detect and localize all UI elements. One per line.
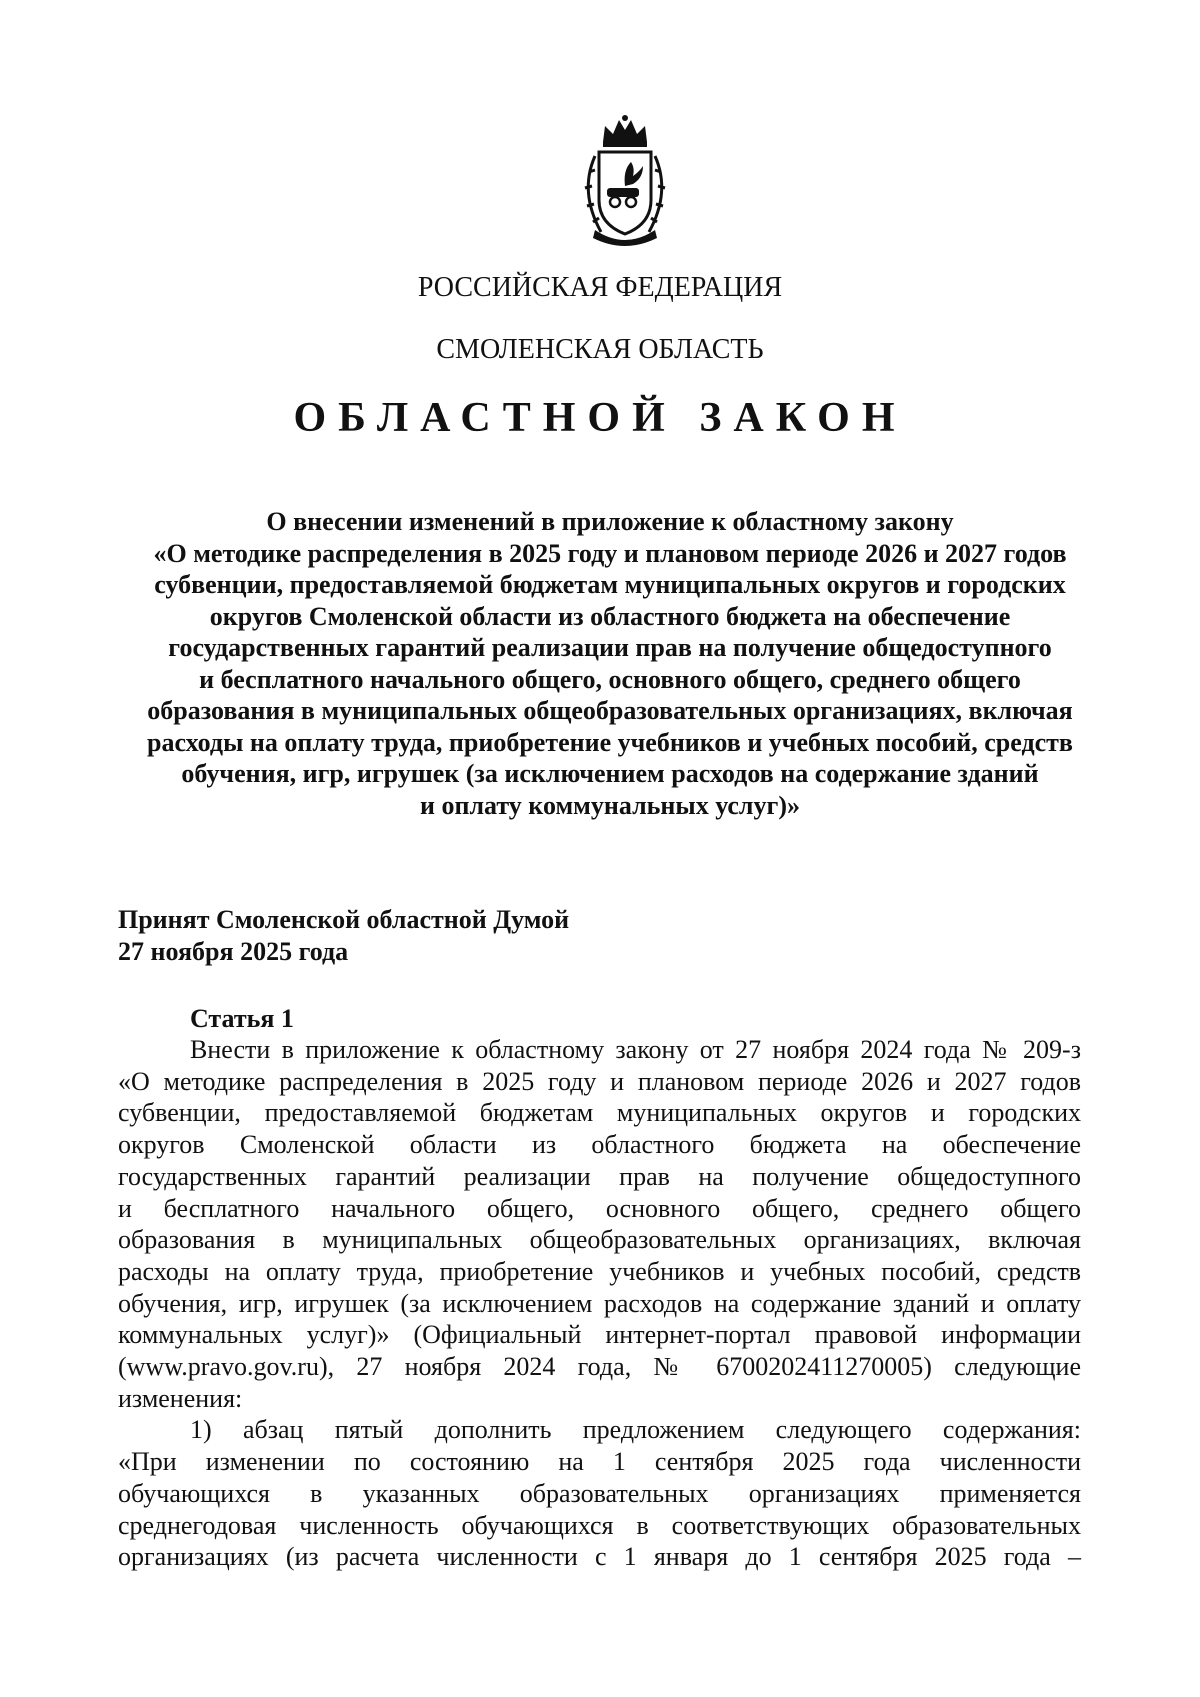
- article-line: среднегодовая численность обучающихся в соответствующих образовательных: [118, 1510, 1081, 1540]
- article-line: (www.pravo.gov.ru), 27 ноября 2024 года, № 6700202411270005) следующие: [118, 1352, 1081, 1382]
- law-title-line: и бесплатного начального общего, основного общего, среднего общего: [199, 664, 1021, 694]
- adoption-body: Принят Смоленской областной Думой: [118, 905, 570, 934]
- article-line: коммунальных услуг)» (Официальный интернет-портал правовой информации: [118, 1320, 1081, 1350]
- article-line: обучающихся в указанных образовательных организациях применяется: [118, 1478, 1081, 1508]
- law-title-line: субвенции, предоставляемой бюджетам муниципальных округов и городских: [154, 570, 1066, 599]
- law-title-line: образования в муниципальных общеобразовательных организациях, включая: [147, 696, 1073, 725]
- coat-of-arms-icon: [565, 112, 685, 250]
- country-heading: РОССИЙСКАЯ ФЕДЕРАЦИЯ: [417, 272, 783, 303]
- article-body: [118, 1034, 1081, 1573]
- article-line: Внести в приложение к областному закону от 27 ноября 2024 года № 209-з: [190, 1035, 1081, 1064]
- law-title-line: округов Смоленской области из областного бюджета на обеспечение: [209, 601, 1011, 631]
- article-line: образования в муниципальных общеобразовательных организациях, включая: [118, 1225, 1081, 1255]
- law-title-line: расходы на оплату труда, приобретение учебников и учебных пособий, средств: [147, 727, 1073, 757]
- article-line: изменения:: [118, 1383, 243, 1413]
- article-line: субвенции, предоставляемой бюджетам муниципальных округов и городских: [118, 1098, 1081, 1128]
- adoption-block: [118, 904, 569, 968]
- article-line: обучения, игр, игрушек (за исключением расходов на содержание зданий и оплату: [118, 1288, 1081, 1318]
- document-type-heading: ОБЛАСТНОЙ ЗАКОН: [293, 395, 907, 441]
- law-title-line: «О методике распределения в 2025 году и плановом периоде 2026 и 2027 годов: [153, 538, 1067, 568]
- article-line: организациях (из расчета численности с 1 января до 1 сентября 2025 года –: [118, 1542, 1081, 1572]
- article-line: округов Смоленской области из областного бюджета на обеспечение: [118, 1130, 1081, 1160]
- article-heading: Статья 1: [190, 1004, 294, 1033]
- law-title: [110, 506, 1110, 821]
- law-title-line: О внесении изменений в приложение к областному закону: [266, 507, 954, 536]
- article-line: 1) абзац пятый дополнить предложением следующего содержания:: [190, 1415, 1081, 1445]
- article-line: расходы на оплату труда, приобретение учебников и учебных пособий, средств: [118, 1256, 1081, 1286]
- law-title-line: государственных гарантий реализации прав на получение общедоступного: [168, 633, 1052, 662]
- article-line: «О методике распределения в 2025 году и плановом периоде 2026 и 2027 годов: [118, 1066, 1081, 1096]
- adoption-date: 27 ноября 2025 года: [118, 937, 349, 966]
- law-title-line: обучения, игр, игрушек (за исключением расходов на содержание зданий: [181, 759, 1039, 788]
- article-line: и бесплатного начального общего, основного общего, среднего общего: [118, 1193, 1081, 1223]
- article-line: «При изменении по состоянию на 1 сентября 2025 года численности: [118, 1447, 1081, 1477]
- region-heading: СМОЛЕНСКАЯ ОБЛАСТЬ: [436, 334, 764, 365]
- law-title-line: и оплату коммунальных услуг)»: [420, 790, 800, 820]
- article-line: государственных гарантий реализации прав на получение общедоступного: [118, 1161, 1081, 1191]
- coat-of-arms-emblem: [565, 112, 685, 250]
